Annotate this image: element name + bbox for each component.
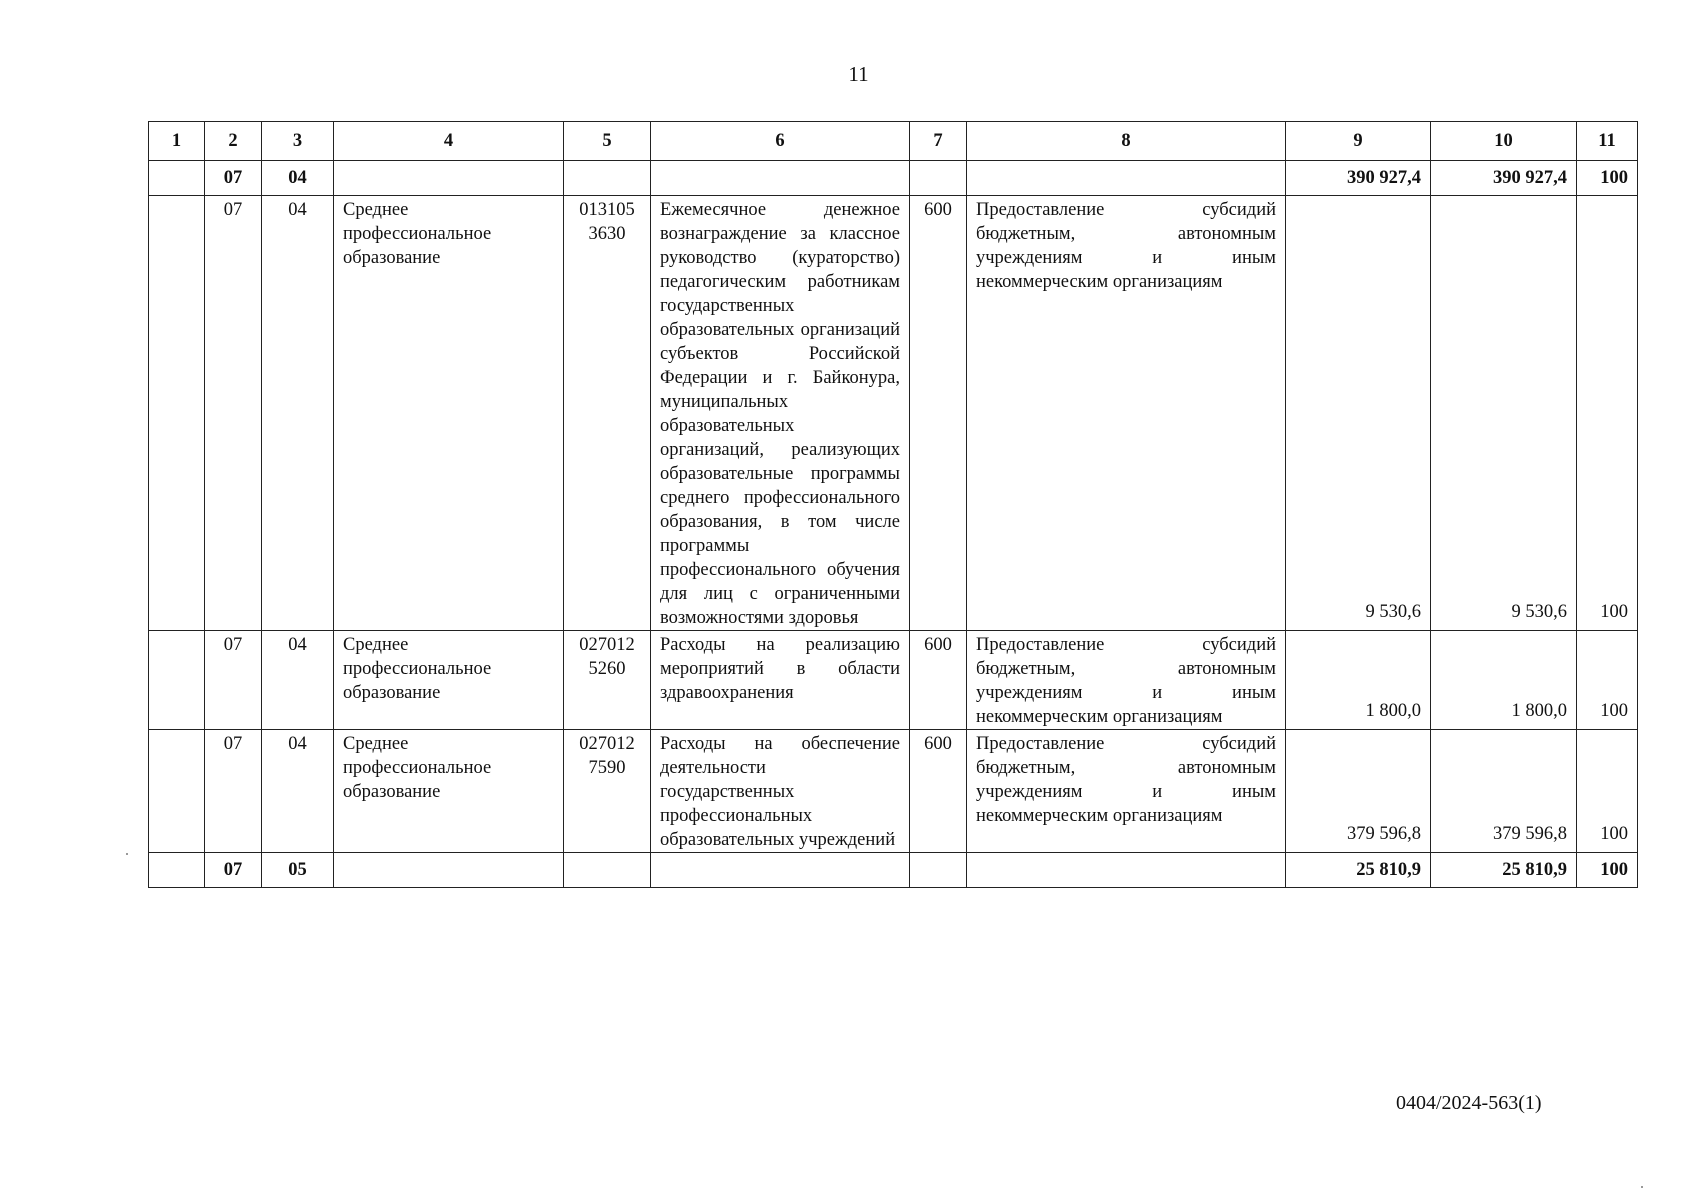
cell-expense-type: 600 [910,631,967,730]
table-header-row [149,122,1638,161]
cell-expense-type [910,161,967,196]
cell-col-1 [149,853,205,888]
cell-section: 07 [205,730,262,853]
cell-amount-10: 379 596,8 [1431,730,1577,853]
cell-subsection: 05 [262,853,334,888]
cell-amount-9: 25 810,9 [1286,853,1431,888]
cell-amount-10: 9 530,6 [1431,196,1577,631]
table-row [149,196,1638,631]
cell-col-1 [149,196,205,631]
header-col-4: 4 [334,122,564,161]
cell-percent: 100 [1577,853,1638,888]
cell-target-code [564,853,651,888]
scan-speck [1641,1186,1643,1188]
cell-description: Расходы на реализацию мероприятий в области здравоохранения [651,631,910,730]
cell-name: Среднее профессиональное образование [334,196,564,631]
cell-expense-type: 600 [910,196,967,631]
header-col-2: 2 [205,122,262,161]
cell-expense-name: Предоставление субсидий бюджетным, автономным учреждениям и иным некоммерческим организациям [967,631,1286,730]
cell-expense-name [967,161,1286,196]
header-col-5: 5 [564,122,651,161]
page-number: 11 [848,62,869,86]
cell-amount-9: 379 596,8 [1286,730,1431,853]
cell-percent: 100 [1577,730,1638,853]
cell-subsection: 04 [262,730,334,853]
cell-col-1 [149,631,205,730]
cell-percent: 100 [1577,196,1638,631]
cell-section: 07 [205,631,262,730]
table-row [149,730,1638,853]
cell-amount-10: 25 810,9 [1431,853,1577,888]
cell-target-code: 027012 7590 [564,730,651,853]
cell-col-1 [149,730,205,853]
header-col-9: 9 [1286,122,1431,161]
registration-number: 0404/2024-563(1) [1396,1092,1542,1114]
header-col-10: 10 [1431,122,1577,161]
header-col-3: 3 [262,122,334,161]
cell-target-code [564,161,651,196]
cell-subsection: 04 [262,631,334,730]
cell-description: Расходы на обеспечение деятельности государственных профессиональных образовательных учреждений [651,730,910,853]
cell-target-code: 027012 5260 [564,631,651,730]
cell-description [651,853,910,888]
cell-amount-9: 9 530,6 [1286,196,1431,631]
cell-col-1 [149,161,205,196]
cell-expense-type: 600 [910,730,967,853]
cell-subsection: 04 [262,161,334,196]
cell-expense-name: Предоставление субсидий бюджетным, автономным учреждениям и иным некоммерческим организациям [967,196,1286,631]
table-row-subtotal [149,161,1638,196]
cell-expense-type [910,853,967,888]
cell-name: Среднее профессиональное образование [334,730,564,853]
header-col-11: 11 [1577,122,1638,161]
cell-subsection: 04 [262,196,334,631]
table-row [149,631,1638,730]
header-col-7: 7 [910,122,967,161]
budget-table [148,121,1638,888]
cell-percent: 100 [1577,631,1638,730]
cell-amount-10: 390 927,4 [1431,161,1577,196]
cell-amount-9: 390 927,4 [1286,161,1431,196]
cell-name: Среднее профессиональное образование [334,631,564,730]
cell-amount-10: 1 800,0 [1431,631,1577,730]
header-col-1: 1 [149,122,205,161]
scan-speck [126,853,128,855]
cell-section: 07 [205,196,262,631]
cell-percent: 100 [1577,161,1638,196]
cell-name [334,161,564,196]
cell-amount-9: 1 800,0 [1286,631,1431,730]
table-row-subtotal [149,853,1638,888]
cell-expense-name: Предоставление субсидий бюджетным, автономным учреждениям и иным некоммерческим организациям [967,730,1286,853]
cell-expense-name [967,853,1286,888]
cell-section: 07 [205,161,262,196]
cell-description [651,161,910,196]
header-col-6: 6 [651,122,910,161]
cell-section: 07 [205,853,262,888]
cell-target-code: 013105 3630 [564,196,651,631]
cell-description: Ежемесячное денежное вознаграждение за классное руководство (кураторство) педагогическим работникам государственных образовательных организаций субъектов Российской Федерации и г. Байконура, муниципальных образовательных организаций, реализующих образовательные программы среднего профессионального образования, в том числе программы профессионального обучения для лиц с ограниченными возможностями здоровья [651,196,910,631]
header-col-8: 8 [967,122,1286,161]
cell-name [334,853,564,888]
